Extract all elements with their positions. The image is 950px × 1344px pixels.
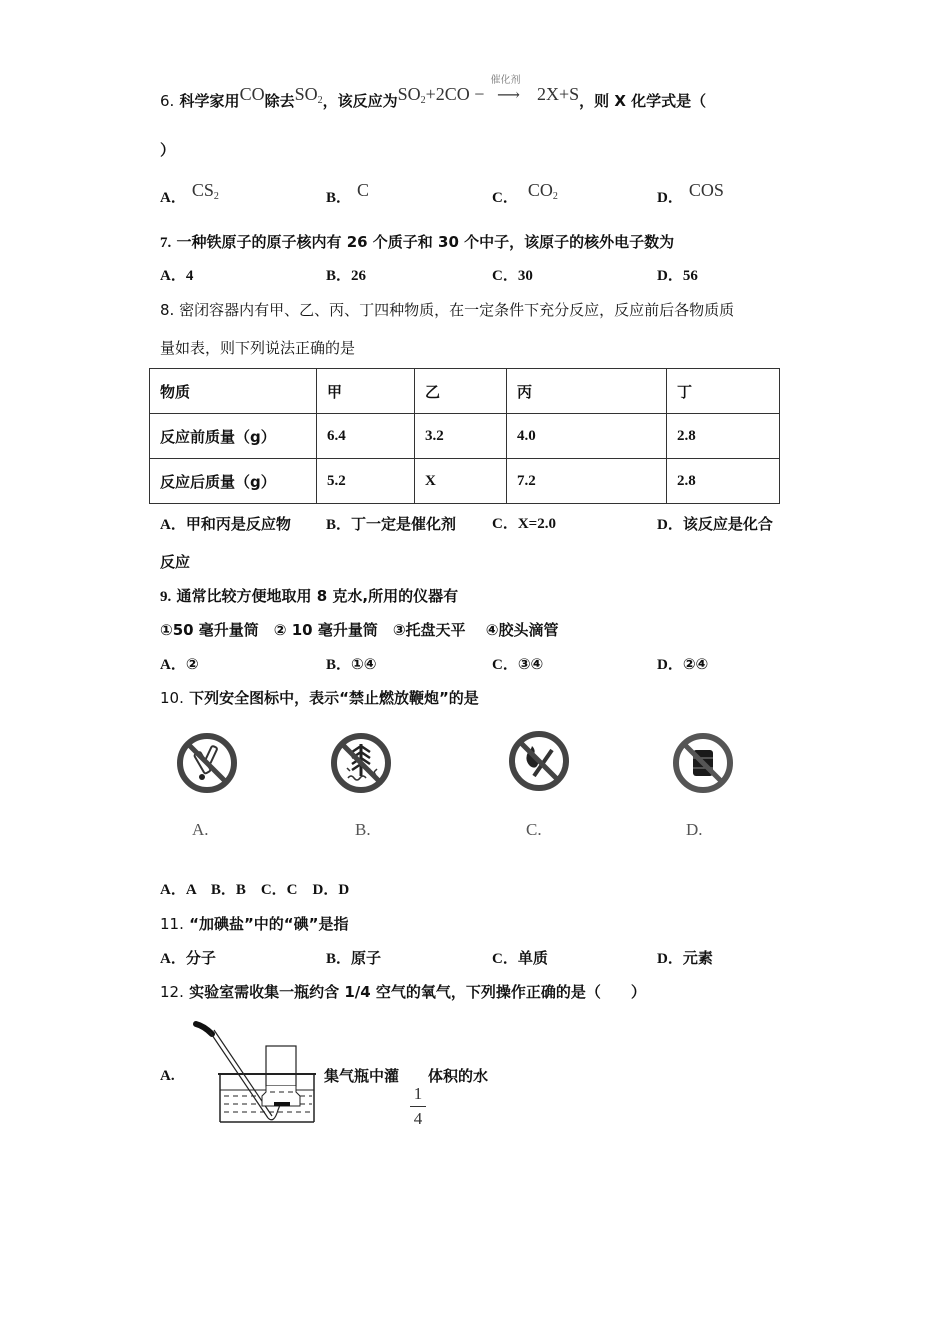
q12-option-a-text-1: 集气瓶中灌	[324, 1067, 400, 1085]
no-fireworks-icon[interactable]	[330, 732, 392, 794]
no-flammable-barrel-icon[interactable]	[672, 732, 734, 794]
table-header: 物质	[150, 369, 317, 414]
question-number: 11.	[160, 915, 184, 933]
question-10-options[interactable]: A．A B．B C．C D．D	[160, 882, 350, 898]
question-10-stem	[160, 688, 479, 708]
q8-option-c[interactable]: C．X=2.0	[492, 516, 556, 532]
q9-option-d[interactable]: D．②④	[657, 655, 709, 673]
q6-option-a[interactable]: A． $CS_2$	[160, 180, 219, 206]
table-row	[150, 459, 780, 504]
table-header: 甲	[317, 369, 415, 414]
q6-option-b[interactable]: B． C	[326, 180, 370, 206]
table-cell: 2.8	[667, 459, 780, 504]
stem-text: 一种铁原子的原子核内有 26 个质子和 30 个中子，该原子的核外电子数为	[176, 233, 675, 251]
sign-label-d: D.	[686, 820, 703, 839]
stem-text: 下列安全图标中，表示“禁止燃放鞭炮”的是	[189, 689, 479, 707]
reaction-equation: $SO_2+2CO$ − 催化剂 ⟶ 2X+S	[397, 75, 580, 106]
q8-option-b[interactable]: B．丁一定是催化剂	[326, 515, 457, 533]
stem-text: 科学家用	[179, 92, 240, 110]
q8-option-d[interactable]: D．该反应是化合	[657, 515, 773, 533]
table-cell: 4.0	[507, 414, 667, 459]
sign-label-b: B.	[355, 820, 371, 839]
formula-co: CO	[239, 84, 265, 104]
table-header: 丁	[667, 369, 780, 414]
catalyst-arrow: 催化剂 ⟶	[490, 75, 521, 104]
question-11-stem	[160, 914, 349, 934]
table-cell: 6.4	[317, 414, 415, 459]
question-7-stem	[160, 232, 674, 253]
formula-so2: $SO_2$	[294, 84, 323, 106]
sign-label-a: A.	[192, 820, 209, 839]
no-open-flame-icon[interactable]	[508, 730, 570, 792]
table-cell: 2.8	[667, 414, 780, 459]
q9-option-a[interactable]: A．②	[160, 655, 199, 673]
question-6-stem	[160, 75, 707, 117]
q11-option-d[interactable]: D．元素	[657, 949, 713, 967]
table-cell: 反应后质量（g）	[150, 459, 317, 504]
stem-text: 通常比较方便地取用 8 克水,所用的仪器有	[176, 587, 459, 605]
q6-option-c[interactable]: C． $CO_2$	[492, 180, 558, 206]
q12-option-a-text-2: 体积的水	[428, 1067, 489, 1085]
q8-option-d-wrap: 反应	[160, 553, 191, 571]
question-number: 9.	[160, 589, 172, 605]
q9-option-b[interactable]: B．①④	[326, 655, 377, 673]
q11-option-c[interactable]: C．单质	[492, 949, 548, 967]
table-header-row	[150, 369, 780, 414]
mass-table	[149, 368, 780, 504]
q6-option-d[interactable]: D． COS	[657, 180, 724, 206]
question-9-stem	[160, 586, 458, 607]
question-number: 8.	[160, 301, 175, 319]
question-number: 7.	[160, 235, 172, 251]
stem-text: 除去	[264, 92, 295, 110]
table-header: 丙	[507, 369, 667, 414]
fraction-one-quarter: 1 4	[410, 1084, 426, 1129]
table-cell: 5.2	[317, 459, 415, 504]
question-12-stem	[160, 982, 646, 1002]
table-cell: 3.2	[415, 414, 507, 459]
table-cell: 反应前质量（g）	[150, 414, 317, 459]
q7-option-b[interactable]: B．26	[326, 268, 367, 284]
q11-option-b[interactable]: B．原子	[326, 949, 382, 967]
question-6-close-paren: ）	[160, 141, 176, 159]
table-cell: X	[415, 459, 507, 504]
q7-option-a[interactable]: A．4	[160, 268, 194, 284]
table-header: 乙	[415, 369, 507, 414]
no-smoking-icon[interactable]	[176, 732, 238, 794]
q9-option-c[interactable]: C．③④	[492, 655, 544, 673]
water-trough-apparatus-image	[188, 1018, 318, 1126]
q7-option-c[interactable]: C．30	[492, 268, 533, 284]
stem-text: 密闭容器内有甲、乙、丙、丁四种物质，在一定条件下充分反应，反应前后各物质质	[179, 301, 735, 319]
question-number: 12.	[160, 983, 184, 1001]
question-8-stem-line2: 量如表，则下列说法正确的是	[160, 339, 356, 357]
question-number: 10.	[160, 689, 184, 707]
q7-option-d[interactable]: D．56	[657, 268, 698, 284]
question-number: 6.	[160, 92, 175, 110]
question-9-instruments: ①50 毫升量筒 ② 10 毫升量筒 ③托盘天平 ④胶头滴管	[160, 621, 559, 639]
table-cell: 7.2	[507, 459, 667, 504]
stem-text: ，该反应为	[322, 92, 398, 110]
stem-text: 实验室需收集一瓶约含 1/4 空气的氧气，下列操作正确的是（ ）	[189, 983, 646, 1001]
q12-option-a-letter[interactable]: A.	[160, 1068, 175, 1084]
table-row	[150, 414, 780, 459]
stem-text: ，则 X 化学式是（	[579, 92, 707, 110]
sign-label-c: C.	[526, 820, 542, 839]
q8-option-a[interactable]: A．甲和丙是反应物	[160, 515, 291, 533]
q11-option-a[interactable]: A．分子	[160, 949, 216, 967]
stem-text: “加碘盐”中的“碘”是指	[189, 915, 349, 933]
question-8-stem-line1	[160, 300, 734, 320]
